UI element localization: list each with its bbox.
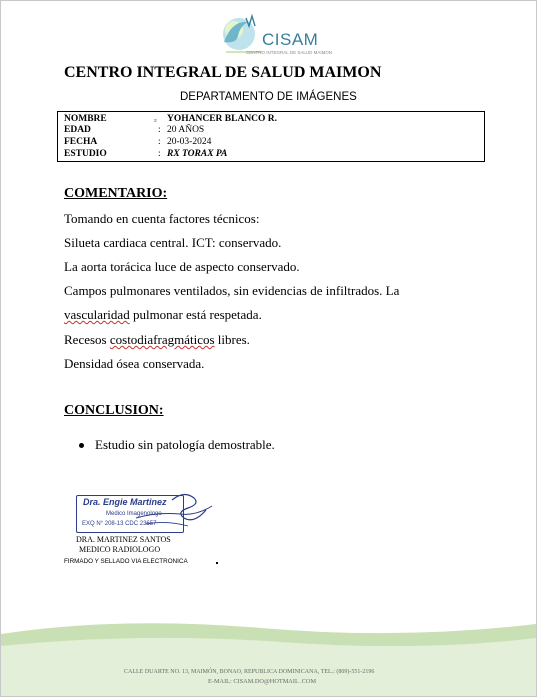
patient-value: YOHANCER BLANCO R.	[167, 114, 278, 124]
comment-line	[64, 307, 262, 323]
patient-colon: :	[158, 137, 161, 147]
comment-line: Silueta cardiaca central. ICT: conservado.	[64, 235, 282, 250]
conclusion-text: Estudio sin patología demostrable.	[95, 437, 275, 452]
comment-line: Densidad ósea conservada.	[64, 356, 205, 371]
field-marker-icon: ɞ	[154, 118, 157, 124]
patient-info-box	[57, 111, 485, 162]
comment-line-rest: pulmonar está respetada.	[129, 307, 262, 322]
comment-line: La aorta torácica luce de aspecto conservado.	[64, 259, 300, 274]
comment-line: Campos pulmonares ventilados, sin evidencias de infiltrados. La	[64, 283, 400, 298]
signature-stamp	[76, 490, 216, 535]
logo-word: CISAM	[262, 30, 319, 49]
stamp-title: Medico Imagenologo	[106, 511, 162, 517]
department-title: DEPARTAMENTO DE IMÁGENES	[180, 91, 357, 103]
footer-address: CALLE DUARTE NO. 13, MAIMÓN, BONAO, REPUBLICA DOMINICANA, TEL.: (809)-551-2196	[124, 669, 375, 675]
comment-line	[64, 332, 250, 348]
patient-value: 20-03-2024	[167, 137, 212, 147]
bullet-icon	[79, 443, 84, 448]
stamp-license: EXQ N° 208-13 CDC 23657	[82, 521, 157, 527]
page-title: CENTRO INTEGRAL DE SALUD MAIMON	[64, 64, 382, 81]
patient-colon: :	[158, 149, 161, 159]
signer-title: MEDICO RADIOLOGO	[79, 545, 161, 554]
patient-label: ESTUDIO	[64, 149, 107, 159]
signature-note: FIRMADO Y SELLADO VIA ELECTRONICA	[64, 558, 188, 565]
signer-name: DRA. MARTINEZ SANTOS	[76, 535, 171, 544]
comment-line-rest: libres.	[214, 332, 250, 347]
patient-colon: :	[158, 125, 161, 135]
footer-email: E-MAIL: CISAM.DO@HOTMAIL .COM	[208, 678, 317, 685]
conclusion-heading: CONCLUSION:	[64, 403, 164, 418]
patient-label: NOMBRE	[64, 114, 107, 124]
handwritten-signature	[76, 490, 216, 535]
comment-line: Tomando en cuenta factores técnicos:	[64, 211, 260, 226]
patient-value: RX TORAX PA	[167, 149, 228, 159]
stray-mark	[216, 562, 218, 564]
patient-label: FECHA	[64, 137, 98, 147]
comment-heading: COMENTARIO:	[64, 186, 168, 201]
stamp-doctor-name: Dra. Engie Martinez	[83, 497, 167, 507]
patient-label: EDAD	[64, 125, 91, 135]
cisam-logo	[212, 12, 342, 62]
logo-subtitle: CENTRO INTEGRAL DE SALUD MAIMON	[246, 50, 333, 55]
comment-line-start: Recesos	[64, 332, 110, 347]
spellcheck-word: costodiafragmáticos	[109, 332, 215, 347]
patient-value: 20 AÑOS	[167, 125, 205, 135]
spellcheck-word: vascularidad	[64, 307, 130, 322]
